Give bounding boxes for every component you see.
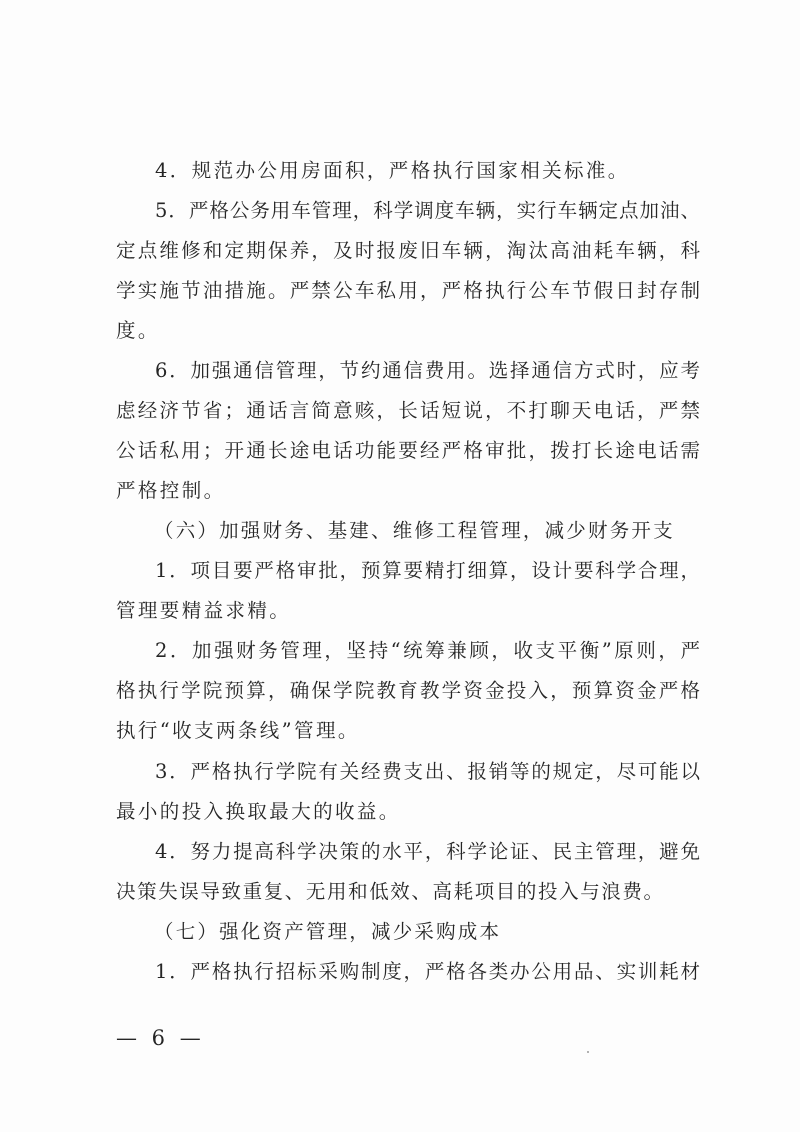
paragraph-line: 1．严格执行招标采购制度，严格各类办公用品、实训耗材 xyxy=(155,960,700,983)
paragraph-line: 1．项目要严格审批，预算要精打细算，设计要科学合理， xyxy=(155,559,700,582)
paragraph-line: 执行“收支两条线”管理。 xyxy=(116,719,360,742)
paragraph-line: 4．规范办公用房面积，严格执行国家相关标准。 xyxy=(155,159,630,182)
paragraph-line: 定点维修和定期保养，及时报废旧车辆，淘汰高油耗车辆，科 xyxy=(116,239,700,262)
paragraph-line: 6．加强通信管理，节约通信费用。选择通信方式时，应考 xyxy=(155,359,700,382)
paragraph-line: 管理要精益求精。 xyxy=(116,599,292,622)
paragraph-line: 决策失误导致重复、无用和低效、高耗项目的投入与浪费。 xyxy=(116,880,665,903)
page-number: — 6 — xyxy=(116,1026,205,1050)
paragraph-line: 3．严格执行学院有关经费支出、报销等的规定，尽可能以 xyxy=(155,760,700,783)
paragraph-line: 最小的投入换取最大的收益。 xyxy=(116,800,401,823)
paragraph-line: 学实施节油措施。严禁公车私用，严格执行公车节假日封存制 xyxy=(116,279,700,302)
paragraph-line: 严格控制。 xyxy=(116,479,226,502)
paragraph-line: 虑经济节省；通话言简意赅，长话短说，不打聊天电话，严禁 xyxy=(116,399,700,422)
section-heading: （七）强化资产管理，减少采购成本 xyxy=(154,920,502,943)
paragraph-line: 2．加强财务管理，坚持“统筹兼顾，收支平衡”原则，严 xyxy=(155,639,700,662)
paragraph-line: 公话私用；开通长途电话功能要经严格审批，拨打长途电话需 xyxy=(116,439,700,462)
paragraph-line: 度。 xyxy=(116,319,160,342)
paragraph-line: 4．努力提高科学决策的水平，科学论证、民主管理，避免 xyxy=(155,840,700,863)
paragraph-line: 格执行学院预算，确保学院教育教学资金投入，预算资金严格 xyxy=(116,679,700,702)
paragraph-line: 5．严格公务用车管理，科学调度车辆，实行车辆定点加油、 xyxy=(155,199,700,222)
scan-speck xyxy=(587,1051,589,1053)
section-heading: （六）加强财务、基建、维修工程管理，减少财务开支 xyxy=(154,519,675,542)
